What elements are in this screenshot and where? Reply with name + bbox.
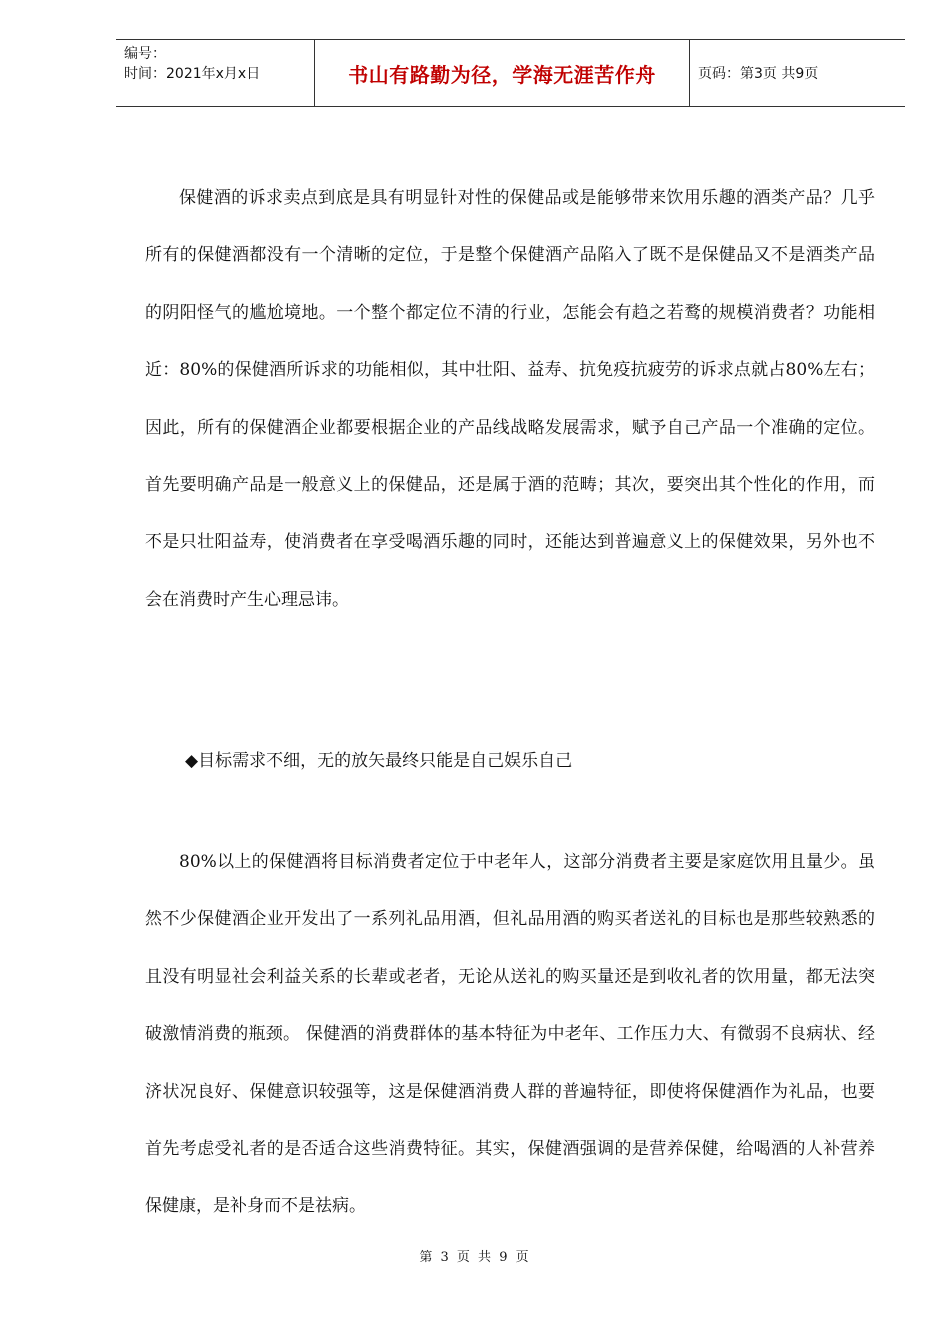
body-section-1 bbox=[145, 170, 875, 629]
header-motto-cell bbox=[315, 40, 690, 107]
bullet-heading: ◆目标需求不细，无的放矢最终只能是自己娱乐自己 bbox=[185, 751, 573, 771]
header-page-cell bbox=[690, 40, 906, 107]
page-footer: 第 3 页 共 9 页 bbox=[419, 1250, 531, 1265]
header-motto: 书山有路勤为径，学海无涯苦作舟 bbox=[348, 62, 656, 87]
header-meta-cell bbox=[116, 40, 315, 107]
body-paragraph-2: 80%以上的保健酒将目标消费者定位于中老年人，这部分消费者主要是家庭饮用且量少。虽然不少保健酒企业开发出了一系列礼品用酒，但礼品用酒的购买者送礼的目标也是那些较熟悉的且没有明显社会利益关系的长辈或老者，无论从送礼的购买量还是到收礼者的饮用量，都无法突破激情消费的瓶颈。 保健酒的消费群体的基本特征为中老年、工作压力大、有微弱不良病状、经济状况良好、保健意识较强等，这是保健酒消费人群的普遍特征，即使将保健酒作为礼品，也要首先考虑受礼者的是否适合这些消费特征。其实，保健酒强调的是营养保健，给喝酒的人补营养保健康，是补身而不是祛病。 bbox=[145, 852, 875, 1217]
document-header bbox=[116, 39, 905, 107]
body-section-2 bbox=[145, 834, 875, 1236]
document-number-label: 编号： bbox=[124, 46, 166, 62]
header-page-code: 页码：第3页 共9页 bbox=[698, 66, 819, 82]
document-time-label: 时间：2021年x月x日 bbox=[124, 66, 261, 82]
body-paragraph-1: 保健酒的诉求卖点到底是具有明显针对性的保健品或是能够带来饮用乐趣的酒类产品？几乎所有的保健酒都没有一个清晰的定位，于是整个保健酒产品陷入了既不是保健品又不是酒类产品的阴阳怪气的尴尬境地。一个整个都定位不清的行业，怎能会有趋之若鹜的规模消费者？功能相近：80%的保健酒所诉求的功能相似，其中壮阳、益寿、抗免疫抗疲劳的诉求点就占80%左右； 因此，所有的保健酒企业都要根据企业的产品线战略发展需求，赋予自己产品一个准确的定位。首先要明确产品是一般意义上的保健品，还是属于酒的范畴；其次，要突出其个性化的作用，而不是只壮阳益寿，使消费者在享受喝酒乐趣的同时，还能达到普遍意义上的保健效果，另外也不会在消费时产生心理忌讳。 bbox=[145, 188, 875, 610]
